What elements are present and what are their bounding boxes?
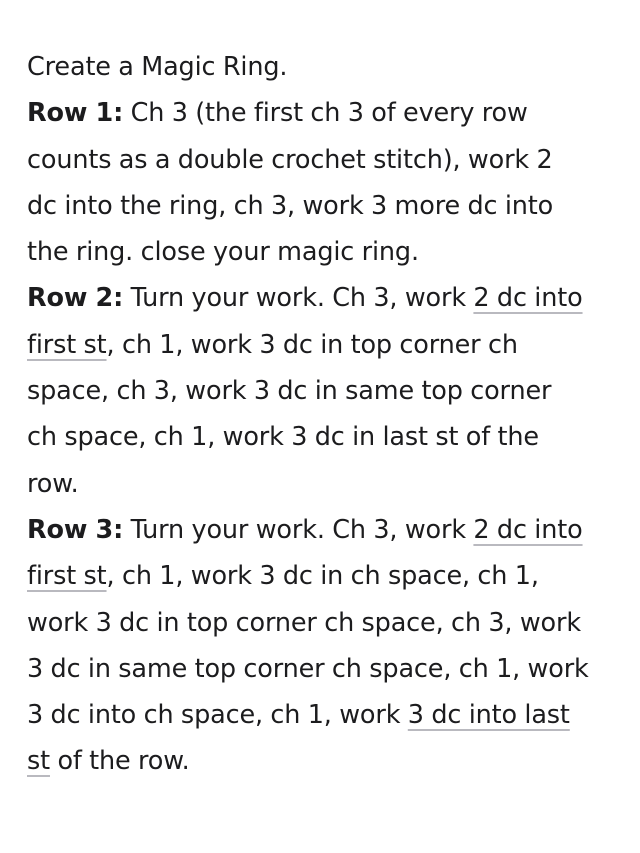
row-3-line-2 (27, 553, 637, 599)
row-3-line-6 (27, 738, 637, 784)
row-3-line-2-text: , ch 1, work 3 dc in ch space, ch 1, (106, 561, 539, 592)
row-1-line-4: the ring. close your magic ring. (27, 237, 419, 268)
row-3-link-part-1[interactable]: 2 dc into (473, 514, 583, 545)
note-body (27, 44, 637, 785)
row-1-line-2: counts as a double crochet stitch), work 2 (27, 144, 553, 175)
row-2-link-part-2[interactable]: first st (27, 329, 107, 360)
row-3-label: Row 3: (27, 514, 124, 545)
row-1-line-1 (27, 90, 637, 136)
row-2-line-2 (27, 322, 637, 368)
row-3-last-link-part-2[interactable]: st (27, 746, 50, 777)
row-3-line-5-text: 3 dc into ch space, ch 1, work (27, 700, 408, 731)
row-3-line-4: 3 dc in same top corner ch space, ch 1, work (27, 653, 589, 684)
row-2-line-5: row. (27, 468, 79, 499)
row-2-line-4: ch space, ch 1, work 3 dc in last st of the (27, 422, 539, 453)
row-3-line-3: work 3 dc in top corner ch space, ch 3, work (27, 607, 581, 638)
row-3-line-1 (27, 507, 637, 553)
row-3-text: Turn your work. Ch 3, work (123, 514, 474, 545)
row-2-line-1 (27, 275, 637, 321)
row-3-link-part-2[interactable]: first st (27, 561, 107, 592)
row-3-last-link-part-1[interactable]: 3 dc into last (407, 700, 570, 731)
intro-line: Create a Magic Ring. (27, 52, 288, 82)
row-3-line-5 (27, 692, 637, 738)
row-2-label: Row 2: (27, 283, 124, 314)
row-2-line-3: space, ch 3, work 3 dc in same top corner (27, 376, 552, 407)
row-2-link-part-1[interactable]: 2 dc into (473, 283, 583, 314)
row-1-line-3: dc into the ring, ch 3, work 3 more dc into (27, 190, 554, 221)
row-3-line-6-text: of the row. (49, 746, 190, 777)
row-2-line-2-text: , ch 1, work 3 dc in top corner ch (106, 329, 518, 360)
row-1-label: Row 1: (27, 98, 124, 129)
row-2-text: Turn your work. Ch 3, work (123, 283, 474, 314)
row-1-text: Ch 3 (the first ch 3 of every row (123, 98, 528, 129)
